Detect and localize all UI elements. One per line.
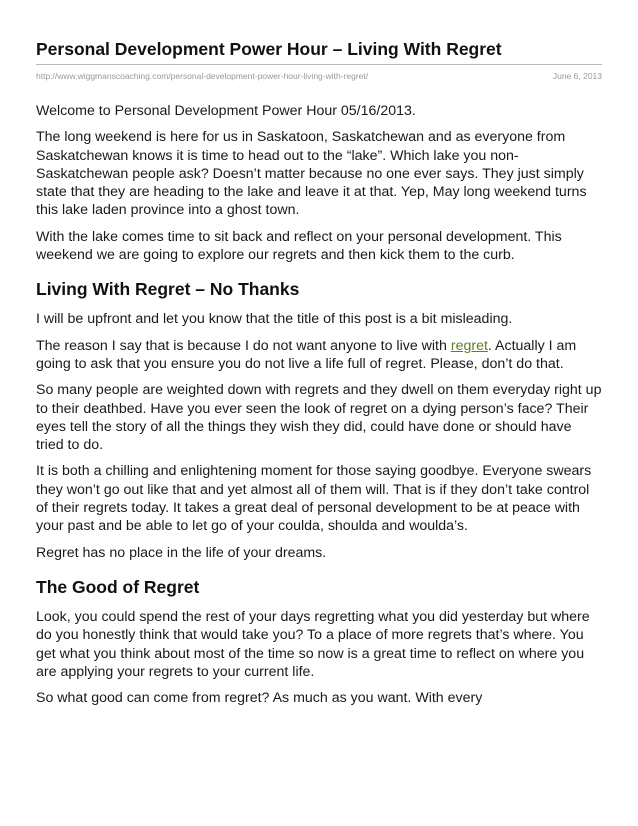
regret-link[interactable]: regret <box>450 337 488 354</box>
paragraph-text: The reason I say that is because I do not want anyone to live with <box>36 337 451 354</box>
section-heading: Living With Regret – No Thanks <box>36 279 300 300</box>
paragraph: Welcome to Personal Development Power Hour 05/16/2013. <box>36 103 416 119</box>
article-body <box>36 102 602 707</box>
source-url: http://www.wiggmanscoaching.com/personal-development-power-hour-living-with-regret/ <box>36 71 369 81</box>
document-meta <box>36 64 602 81</box>
paragraph <box>36 337 602 374</box>
paragraph: So many people are weighted down with regrets and they dwell on them everyday right up to their deathbed. Have you ever seen the look of regret on a dying person’s face? Their eyes tell the story of all the things they wish they did, could have done or should have tried to do. <box>36 382 602 454</box>
publish-date: June 6, 2013 <box>552 71 602 81</box>
document-page <box>36 38 602 715</box>
page-title: Personal Development Power Hour – Living With Regret <box>36 39 502 59</box>
paragraph-text: . Actually I am going to ask that you ensure you do not live a life full of regret. Please, don’t do that. <box>36 337 577 372</box>
paragraph: It is both a chilling and enlightening moment for those saying goodbye. Everyone swears they won’t go out like that and yet almost all of them will. That is if they don’t take control of their regrets today. It takes a great deal of personal development to be at peace with your past and be able to let go of your coulda, shoulda and woulda’s. <box>36 463 592 535</box>
paragraph: With the lake comes time to sit back and reflect on your personal development. This weekend we are going to explore our regrets and then kick them to the curb. <box>36 228 562 264</box>
paragraph: I will be upfront and let you know that the title of this post is a bit misleading. <box>36 311 513 328</box>
section-heading: The Good of Regret <box>36 576 200 597</box>
paragraph: The long weekend is here for us in Saskatoon, Saskatchewan and as everyone from Saskatchewan knows it is time to head out to the “lake”. Which lake you non-Saskatchewan people ask? Doesn’t matter because no one ever says. They just simply state that they are heading to the lake and leave it at that. Yep, May long weekend turns this lake laden province into a ghost town. <box>36 129 587 219</box>
paragraph: So what good can come from regret? As much as you want. With every <box>36 690 483 707</box>
paragraph: Regret has no place in the life of your dreams. <box>36 544 327 561</box>
paragraph: Look, you could spend the rest of your days regretting what you did yesterday but where do you honestly think that would take you? To a place of more regrets that’s where. You get what you think about most of the time so now is a great time to reflect on where you are applying your regrets to your current life. <box>36 608 590 680</box>
